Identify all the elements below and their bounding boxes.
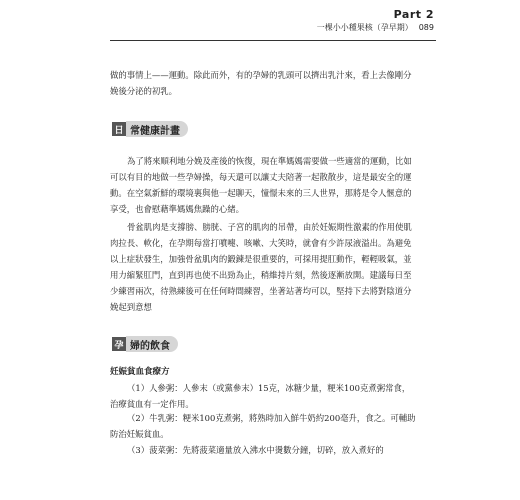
subheading-anemia-recipes: 妊娠貧血食療方 bbox=[110, 367, 170, 377]
recipe-item: （2）牛乳粥：粳米100克煮粥，將熟時加入鮮牛奶約200毫升，食之。可輔助防治妊娠貧血。 bbox=[110, 413, 416, 439]
running-header bbox=[317, 8, 434, 33]
chapter-title: 一棵小小種果核（孕早期） bbox=[316, 23, 413, 32]
recipe-item: （1）人參粥：人參末（或黨參末）15克，冰糖少量，粳米100克煮粥常食，治療貧血有一定作用。 bbox=[110, 383, 411, 409]
paragraph-continued: 做的事情上——運動。除此而外，有的孕婦的乳頭可以擠出乳汁來，看上去像剛分娩後分泌的初乳。 bbox=[110, 70, 412, 96]
heading-initial: 日 bbox=[112, 122, 126, 136]
header-rule bbox=[110, 40, 436, 41]
recipe-item: （3）菠菜粥：先將菠菜適量放入沸水中燙數分鐘，切碎，放入煮好的 bbox=[127, 445, 384, 455]
paragraph-exercise: 為了將來順利地分娩及產後的恢復，現在準媽媽需要做一些適當的運動，比如可以有目的地做一些孕婦操，每天還可以讓丈夫陪著一起散散步，這是最安全的運動。在空氣新鮮的環境裏與他一起聊天，憧憬未來的三人世界，那將是令人愜意的享受，也會慰藉準媽媽焦躁的心緒。 bbox=[110, 156, 412, 214]
section-heading-health-plan bbox=[112, 121, 188, 137]
section-heading-diet bbox=[112, 336, 178, 352]
chapter-subtitle bbox=[317, 22, 434, 33]
page-number: 089 bbox=[418, 23, 434, 32]
part-label: Part 2 bbox=[393, 8, 434, 21]
paragraph-pelvic-muscle: 骨盆肌肉是支撐膀、膀胱、子宮的肌肉的吊帶，由於妊娠期性激素的作用使肌肉拉長、軟化，在孕期每當打噴嚏、咳嗽、大笑時，就會有少許尿液溢出。為避免以上症狀發生，加強骨盆肌肉的鍛鍊是很重要的，可採用提肛動作，輕輕吸氣，並用力縮緊肛門，直到再也使不出勁為止，稍維持片刻，然後逐漸放開。建議每日至少練習兩次，待熟練後可在任何時間練習，坐著站著均可以，堅持下去將對陰道分娩起到意想 bbox=[110, 222, 412, 312]
heading-text: 常健康計畫 bbox=[126, 121, 188, 137]
heading-text: 婦的飲食 bbox=[126, 336, 178, 352]
heading-initial: 孕 bbox=[112, 337, 126, 351]
